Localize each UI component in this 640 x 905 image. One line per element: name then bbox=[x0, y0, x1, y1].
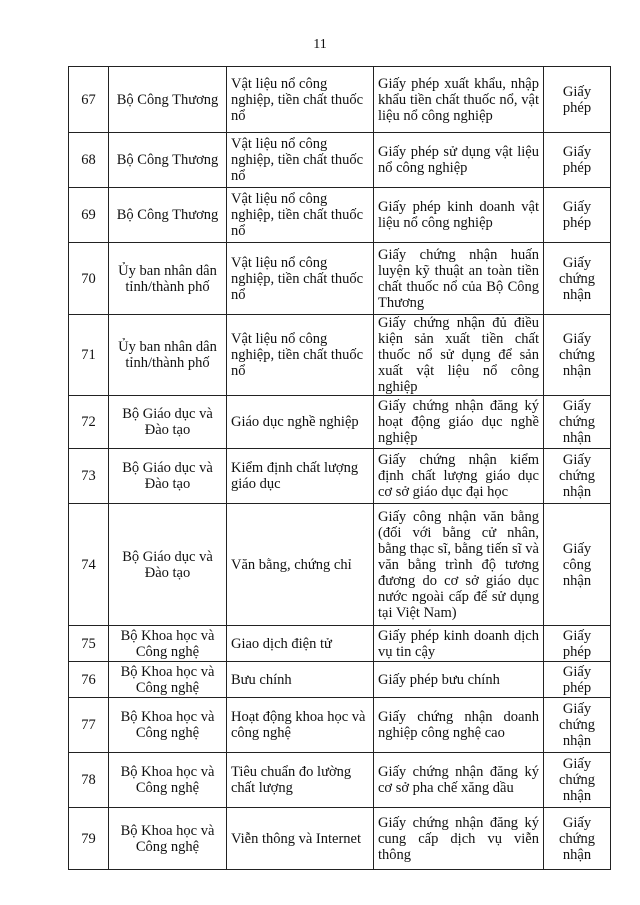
table-row bbox=[69, 504, 611, 626]
table-row bbox=[69, 449, 611, 504]
license-type-cell: Giấy phép bbox=[544, 626, 611, 662]
row-number: 76 bbox=[69, 662, 109, 698]
agency-cell: Bộ Giáo dục và Đào tạo bbox=[109, 504, 227, 626]
license-type-cell: Giấy phép bbox=[544, 188, 611, 243]
license-name-cell: Giấy phép sử dụng vật liệu nổ công nghiệp bbox=[374, 133, 544, 188]
table-body bbox=[69, 67, 611, 870]
field-cell: Kiểm định chất lượng giáo dục bbox=[227, 449, 374, 504]
field-cell: Viễn thông và Internet bbox=[227, 808, 374, 870]
row-number: 78 bbox=[69, 753, 109, 808]
license-type-cell: Giấy phép bbox=[544, 662, 611, 698]
table-row bbox=[69, 67, 611, 133]
license-name-cell: Giấy chứng nhận kiểm định chất lượng giáo dục cơ sở giáo dục đại học bbox=[374, 449, 544, 504]
field-cell: Bưu chính bbox=[227, 662, 374, 698]
license-type-cell: Giấy chứng nhận bbox=[544, 396, 611, 449]
agency-cell: Bộ Khoa học và Công nghệ bbox=[109, 626, 227, 662]
row-number: 71 bbox=[69, 315, 109, 396]
row-number: 68 bbox=[69, 133, 109, 188]
license-type-cell: Giấy chứng nhận bbox=[544, 753, 611, 808]
agency-cell: Bộ Khoa học và Công nghệ bbox=[109, 808, 227, 870]
table-row bbox=[69, 133, 611, 188]
field-cell: Hoạt động khoa học và công nghệ bbox=[227, 698, 374, 753]
license-type-cell: Giấy chứng nhận bbox=[544, 698, 611, 753]
field-cell: Tiêu chuẩn đo lường chất lượng bbox=[227, 753, 374, 808]
agency-cell: Bộ Công Thương bbox=[109, 67, 227, 133]
field-cell: Vật liệu nổ công nghiệp, tiền chất thuốc nổ bbox=[227, 67, 374, 133]
row-number: 79 bbox=[69, 808, 109, 870]
license-name-cell: Giấy chứng nhận doanh nghiệp công nghệ cao bbox=[374, 698, 544, 753]
row-number: 72 bbox=[69, 396, 109, 449]
table-row bbox=[69, 626, 611, 662]
row-number: 77 bbox=[69, 698, 109, 753]
row-number: 75 bbox=[69, 626, 109, 662]
license-name-cell: Giấy phép bưu chính bbox=[374, 662, 544, 698]
field-cell: Vật liệu nổ công nghiệp, tiền chất thuốc nổ bbox=[227, 243, 374, 315]
row-number: 69 bbox=[69, 188, 109, 243]
license-name-cell: Giấy phép xuất khẩu, nhập khẩu tiền chất thuốc nổ, vật liệu nổ công nghiệp bbox=[374, 67, 544, 133]
table-row bbox=[69, 243, 611, 315]
field-cell: Giao dịch điện tử bbox=[227, 626, 374, 662]
license-name-cell: Giấy phép kinh doanh vật liệu nổ công nghiệp bbox=[374, 188, 544, 243]
license-name-cell: Giấy chứng nhận đăng ký cơ sở pha chế xăng dầu bbox=[374, 753, 544, 808]
license-name-cell: Giấy chứng nhận đủ điều kiện sản xuất tiền chất thuốc nổ sử dụng để sản xuất vật liệu nổ công nghiệp bbox=[374, 315, 544, 396]
agency-cell: Bộ Công Thương bbox=[109, 188, 227, 243]
license-type-cell: Giấy chứng nhận bbox=[544, 315, 611, 396]
field-cell: Vật liệu nổ công nghiệp, tiền chất thuốc nổ bbox=[227, 133, 374, 188]
license-name-cell: Giấy chứng nhận đăng ký hoạt động giáo dục nghề nghiệp bbox=[374, 396, 544, 449]
license-type-cell: Giấy công nhận bbox=[544, 504, 611, 626]
table-row bbox=[69, 315, 611, 396]
agency-cell: Bộ Công Thương bbox=[109, 133, 227, 188]
agency-cell: Bộ Khoa học và Công nghệ bbox=[109, 698, 227, 753]
row-number: 67 bbox=[69, 67, 109, 133]
agency-cell: Bộ Khoa học và Công nghệ bbox=[109, 753, 227, 808]
license-type-cell: Giấy phép bbox=[544, 133, 611, 188]
license-name-cell: Giấy chứng nhận đăng ký cung cấp dịch vụ viễn thông bbox=[374, 808, 544, 870]
license-type-cell: Giấy chứng nhận bbox=[544, 808, 611, 870]
table-row bbox=[69, 662, 611, 698]
license-type-cell: Giấy chứng nhận bbox=[544, 243, 611, 315]
field-cell: Văn bằng, chứng chỉ bbox=[227, 504, 374, 626]
row-number: 73 bbox=[69, 449, 109, 504]
agency-cell: Ủy ban nhân dân tỉnh/thành phố bbox=[109, 315, 227, 396]
agency-cell: Bộ Giáo dục và Đào tạo bbox=[109, 449, 227, 504]
field-cell: Vật liệu nổ công nghiệp, tiền chất thuốc nổ bbox=[227, 188, 374, 243]
table-row bbox=[69, 808, 611, 870]
field-cell: Vật liệu nổ công nghiệp, tiền chất thuốc nổ bbox=[227, 315, 374, 396]
page-number: 11 bbox=[313, 37, 327, 52]
agency-cell: Bộ Khoa học và Công nghệ bbox=[109, 662, 227, 698]
license-type-cell: Giấy phép bbox=[544, 67, 611, 133]
table-row bbox=[69, 753, 611, 808]
license-name-cell: Giấy phép kinh doanh dịch vụ tin cậy bbox=[374, 626, 544, 662]
licenses-table bbox=[68, 66, 611, 870]
agency-cell: Bộ Giáo dục và Đào tạo bbox=[109, 396, 227, 449]
license-name-cell: Giấy chứng nhận huấn luyện kỹ thuật an toàn tiền chất thuốc nổ của Bộ Công Thương bbox=[374, 243, 544, 315]
agency-cell: Ủy ban nhân dân tỉnh/thành phố bbox=[109, 243, 227, 315]
license-name-cell: Giấy công nhận văn bằng (đối với bằng cử nhân, bằng thạc sĩ, bằng tiến sĩ và văn bằng trình độ tương đương do cơ sở giáo dục nước ngoài cấp để sử dụng tại Việt Nam) bbox=[374, 504, 544, 626]
table-row bbox=[69, 698, 611, 753]
row-number: 74 bbox=[69, 504, 109, 626]
license-type-cell: Giấy chứng nhận bbox=[544, 449, 611, 504]
table-row bbox=[69, 396, 611, 449]
table-row bbox=[69, 188, 611, 243]
field-cell: Giáo dục nghề nghiệp bbox=[227, 396, 374, 449]
row-number: 70 bbox=[69, 243, 109, 315]
